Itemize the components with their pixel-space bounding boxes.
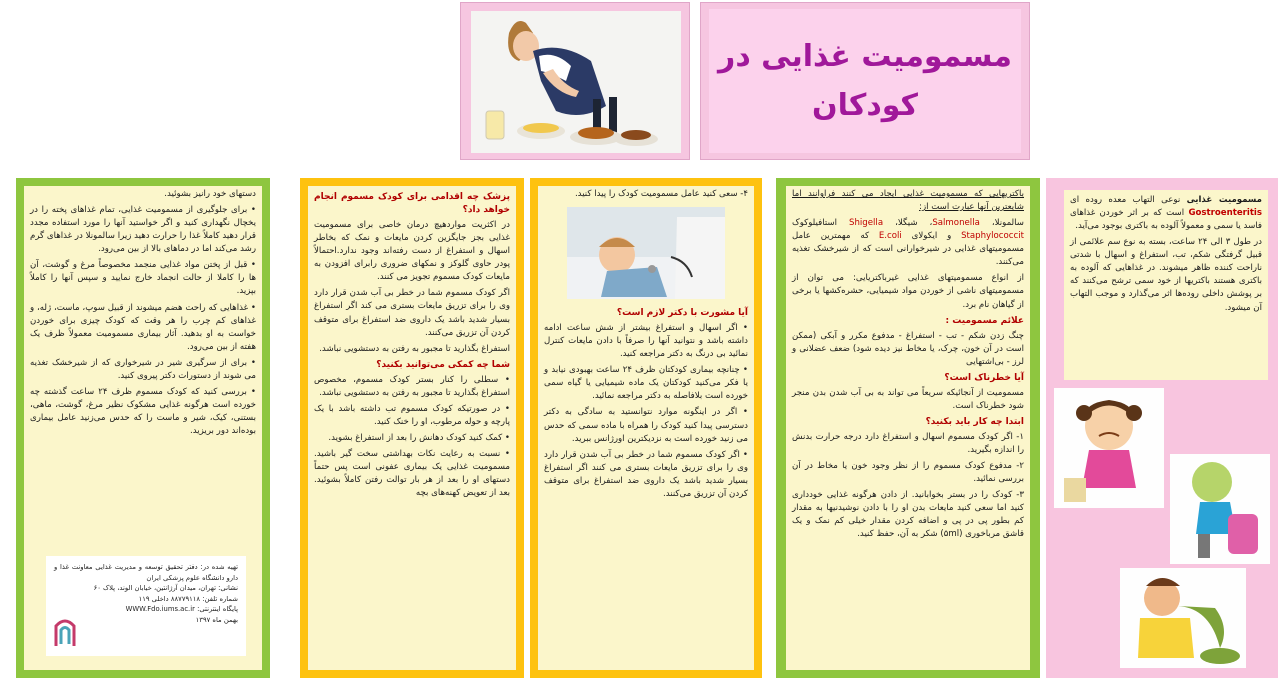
sick-girl-illustration xyxy=(1054,388,1164,508)
doctor-item: • اگر اسهال و استفراغ بیشتر از شش ساعت ادامه داشته باشد و نتوانید آنها را صرفاً با دادن مایعات کنترل نمائید بی درنگ به دکتر مراجعه کنید. xyxy=(544,322,748,361)
title-frame xyxy=(700,2,1030,160)
sick-boy-toilet-illustration xyxy=(1170,454,1270,564)
yellow-left-text-box xyxy=(308,186,516,670)
bacteria-intro: باکتریهایی که مسمومیت غذایی ایجاد می کنند فراوانند اما شایعترین آنها عبارت است از: xyxy=(792,189,1024,213)
step-3: ۳- کودک را در بستر بخوابانید. از دادن هرگونه غذایی خودداری کنید اما سعی کنید مایعات بدن او را با دادن نوشیدنیها به مقدار کم بطور پی در پی و اضافه کردن مقدار خیلی کم نمک و یک قاشق مرباخوری (۵ml) شکر به آن، حفظ کنید. xyxy=(792,490,1024,540)
yellow-right-panel xyxy=(530,178,762,678)
help-item: • نسبت به رعایت نکات بهداشتی سخت گیر باشید. مسمومیت غذایی یک بیماری عفونی است پس حتماً دستهای او را بعد از هر بار توالت رفتن کاملاً بشوئید. بعد از تعویض کهنه‌های بچه xyxy=(314,448,510,500)
step-2: ۲- مدفوع کودک مسموم را از نظر وجود خون یا مخاط در آن بررسی نمائید. xyxy=(792,461,1024,485)
bacteria-list-tail: که مهمترین عامل مسمومیتهای غذایی در شیرخوارانی است که از شیرخشک تغذیه می‌کنند. xyxy=(792,231,1024,268)
bacteria-list xyxy=(792,217,1024,269)
onset-paragraph: در طول ۳ الی ۲۴ ساعت، بسته به نوع سم علائمی از قبیل گرفتگی شکم، تب، استفراغ و اسهال با شدتی ناراحت کننده ظاهر میشوند. در غذاهایی که آلوده به باکتری هستند باکتریها از خود سمی ترشح می‌کنند که بر پوشش داخلی روده‌ها اثر می‌گذارد و موجب التهاب آن میشود. xyxy=(1070,237,1262,313)
university-logo-icon xyxy=(52,616,78,650)
prevention-item: • بررسی کنید که کودک مسموم ظرف ۲۴ ساعت گذشته چه خورده است هرگونه غذایی مشکوک نظیر مرغ، گوشت، ماهی، بستنی، کیک، شیر و ماست را که حدس می‌زنید عامل بیماری بوده‌اند دور بریزید. xyxy=(30,386,256,438)
bucket-paragraph: استفراغ بگذارید تا مجبور به رفتن به دستشویی نباشد. xyxy=(319,343,510,354)
non-bacterial-paragraph: از انواع مسمومیتهای غذایی غیرباکتریایی: می توان از مسمومیتهای ناشی از خوردن مواد شیمیایی، حشره‌کشها یا برخی از گیاهان نام برد. xyxy=(792,273,1024,310)
contact-box xyxy=(46,556,246,656)
doctor-child-photo xyxy=(567,207,725,299)
help-item: • در صورتیکه کودک مسموم تب داشته باشد با یک پارچه و حوله مرطوب، او را خنک کنید. xyxy=(314,403,510,429)
danger-heading: آیا خطرناک است؟ xyxy=(944,372,1024,383)
green-left-panel xyxy=(16,178,270,678)
help-item: • سطلی را کنار بستر کودک مسموم، مخصوص استفراغ بگذارید تا مجبور به رفتن به دستشویی نباشد. xyxy=(314,374,510,400)
definition-text-b: است که بر اثر خوردن غذاهای فاسد یا سمی و معمولاً آلوده به باکتری بوجود می‌آید. xyxy=(1070,208,1262,232)
definition-paragraph xyxy=(1070,194,1262,233)
header-photo-frame xyxy=(460,2,690,160)
salmonella-en: Salmonella xyxy=(932,218,980,229)
doctor-heading: آیا مشورت با دکتر لازم است؟ xyxy=(616,308,748,319)
staph-fa: استافیلوکوک xyxy=(792,218,850,229)
doctor-item: • اگر در اینگونه موارد نتوانستید به سادگی به دکتر دسترسی پیدا کنید کودک را همراه با ماده سمی که حدس می زنید خورده است به نزدیکترین اورژانس ببرید. xyxy=(544,406,748,445)
page-title-line-2: کودکان xyxy=(812,88,918,123)
contact-website: پایگاه اینترنتی: WWW.Fdo.iums.ac.ir xyxy=(125,605,238,614)
contact-address: نشانی: تهران، میدان آرژانتین، خیابان الوند، پلاک ۶۰ xyxy=(93,584,238,593)
contact-date: بهمن ماه ۱۳۹۷ xyxy=(195,615,238,624)
danger-paragraph: مسمومیت از آنجائیکه سریعاً می تواند به بی آب شدن بدن منجر شود خطرناک است. xyxy=(792,387,1024,411)
shigella-en: Shigella xyxy=(849,218,884,229)
contact-org: تهیه شده در: دفتر تحقیق توسعه و مدیریت غذایی معاونت غذا و دارو دانشگاه علوم پزشکی ایران xyxy=(54,563,238,582)
green-right-text-box xyxy=(786,186,1030,670)
doctor-item: • اگر کودک مسموم شما در خطر بی آب شدن قرار دارد وی را برای تزریق مایعات بستری می کنند اگر استفراغ بسیار شدید باشد یک داروی ضد استفراغ برای متوقف کردن آن تزریق می‌کنند. xyxy=(544,449,748,501)
green-right-panel xyxy=(776,178,1040,678)
sick-girl-icon xyxy=(1054,388,1164,508)
doctor-item: • چنانچه بیماری کودکتان ظرف ۲۴ ساعت بهبودی نیابد و یا فکر می‌کنید کودکتان یک ماده شیمیایی یا گیاه سمی خورده است بلافاصله به دکتر مراجعه نمائید. xyxy=(544,364,748,403)
pink-panel xyxy=(1046,178,1278,678)
doctor-child-icon xyxy=(567,207,725,299)
page-title-line-1: مسمومیت غذایی در xyxy=(718,38,1012,74)
wash-hands-line: دستهای خود رانیز بشوئید. xyxy=(164,189,256,199)
symptoms-heading: علائم مسمومیت : xyxy=(945,315,1024,326)
prevention-list xyxy=(30,204,256,438)
help-list xyxy=(314,374,510,501)
symptoms-paragraph: چنگ زدن شکم - تب - استفراغ - مدفوع مکرر و آبکی (ممکن است در آن خون، چرک، یا مخاط نیز دیده شود) ضعف عضلانی و لرز - بی‌اشتهایی xyxy=(792,330,1024,367)
girl-stomachache-illustration xyxy=(471,11,681,153)
contact-phone: شماره تلفن: ۸۸۷۷۹۱۱۸ داخلی ۱۱۹ xyxy=(138,594,238,603)
yellow-right-text-box xyxy=(538,186,754,670)
treatment-paragraph: در اکثریت مواردهیچ درمان خاصی برای مسمومیت غذایی بجز جایگزین کردن مایعات و نمک که بخاطر اسهال و استفراغ از دست رفته‌اند وجود ندارد.احتمالاً پودر حاوی گلوکز و نمکهای ضروری رابرای افزودن به مایعات کودک مسموم تجویز می کنند. xyxy=(314,220,510,283)
help-item: • کمک کنید کودک دهانش را بعد از استفراغ بشوید. xyxy=(314,432,510,445)
salmonella-fa: سالمونلا، xyxy=(979,218,1024,229)
vomiting-man-icon xyxy=(1120,568,1246,668)
prevention-item: • برای جلوگیری از مسمومیت غذایی، تمام غذاهای پخته را در یخچال نگهداری کنید و اگر خواستید آنها را مورد استفاده مجدد قرار دهید کاملاً غذا را حرارت دهید زیرا سالمونلا در غذاهای گرم رشد می‌کند اما در دماهای بالا از بین می‌رود. xyxy=(30,204,256,256)
term-gastroenteritis: Gostroenteritis xyxy=(1188,208,1262,219)
ecoli-fa: و ایکولای xyxy=(901,231,962,242)
yellow-left-panel xyxy=(300,178,524,678)
header-photo xyxy=(471,11,681,153)
ecoli-en: E.coli xyxy=(878,231,902,242)
definition-text-a: نوعی التهاب معده روده ای xyxy=(1070,195,1187,205)
help-heading: شما چه کمکی می‌توانید بکنید؟ xyxy=(376,359,510,370)
step-1: ۱- اگر کودک مسموم اسهال و استفراغ دارد درجه حرارت بدنش را اندازه بگیرید. xyxy=(792,432,1024,456)
prevention-item: • برای از سرگیری شیر در شیرخواری که از شیرخشک تغذیه می شوند از دستورات دکتر پیروی کنید. xyxy=(30,357,256,383)
prevention-item: • غذاهایی که راحت هضم میشوند از قبیل سوپ، ماست، ژله، و غذاهای کم چرب را هر وقت که کودک چیزی برای خوردن خواست به او بدهید. آثار بیماری مسمومیت معمولاً ظرف یک هفته از بین می‌رود. xyxy=(30,302,256,354)
first-steps-heading: ابتدا چه کار باید بکنید؟ xyxy=(925,416,1024,427)
step-4: ۴- سعی کنید عامل مسمومیت کودک را پیدا کنید. xyxy=(574,189,748,199)
vomiting-man-illustration xyxy=(1120,568,1246,668)
sick-boy-icon xyxy=(1170,454,1270,564)
dehydration-paragraph: اگر کودک مسموم شما در خطر بی آب شدن قرار دارد وی را برای تزریق مایعات بستری می کند اگر استفراغ بسیار شدید باشد یک داروی ضد استفراغ برای متوقف کردن آن تزریق می‌کنند. xyxy=(314,288,510,338)
shigella-fa: ، شیگلا، xyxy=(883,218,933,229)
pink-panel-text-box xyxy=(1064,190,1268,380)
title-area xyxy=(709,9,1021,153)
term-food-poisoning: مسمومیت غذایی xyxy=(1186,195,1262,205)
doctor-list xyxy=(544,322,748,501)
doctor-action-heading: پزشک چه اقدامی برای کودک مسموم انجام خواهد داد؟ xyxy=(314,192,510,216)
prevention-item: • قبل از پختن مواد غذایی منجمد مخصوصاً مرغ و گوشت، آن ها را کاملا از حالت انجماد خارج نمایید و سپس آنها را کاملاً بپزید. xyxy=(30,259,256,298)
staph-en: Staphylococcit xyxy=(961,231,1024,242)
